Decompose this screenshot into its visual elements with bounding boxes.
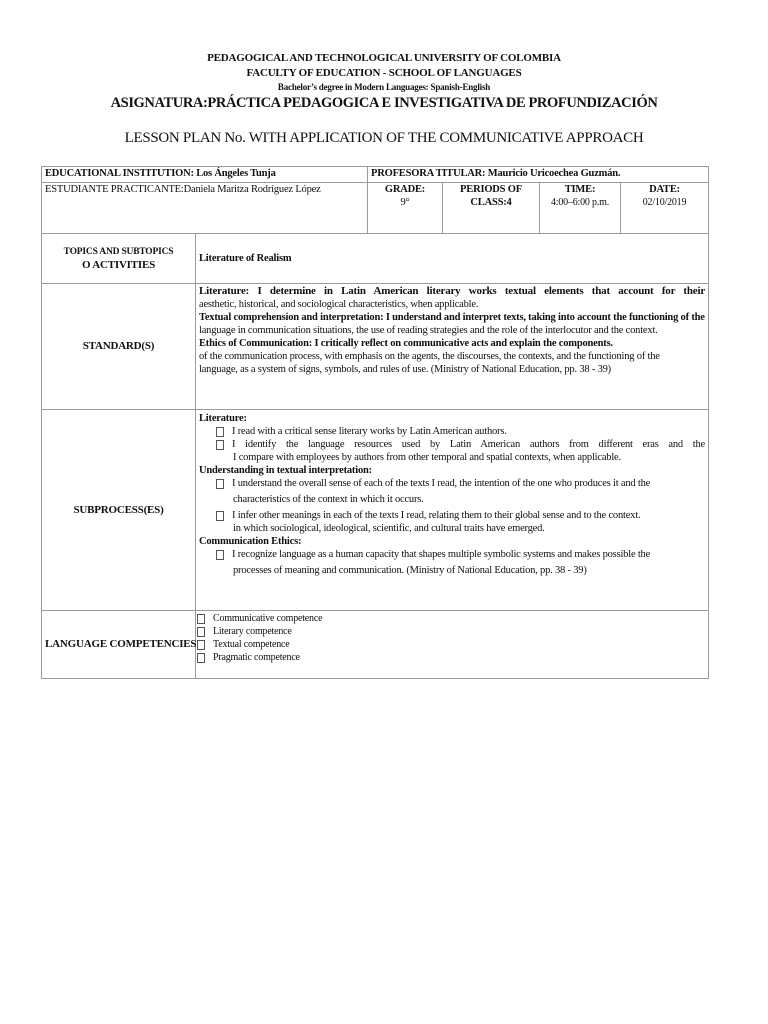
standard-textual-line: Textual comprehension and interpretation: I understand and interpret texts, taking into account the functioning of the <box>199 312 705 323</box>
competency-item <box>175 638 705 651</box>
student-row <box>42 183 709 234</box>
subprocess-text: I identify the language resources used by Latin American authors from different eras and the <box>232 439 706 450</box>
standard-ethics-cont-2: language, as a system of signs, symbols, and rules of use. (Ministry of National Education, pp. 38 - 39) <box>199 364 611 375</box>
standards-row <box>42 284 709 410</box>
teacher-cell <box>368 167 709 183</box>
lesson-plan-title: LESSON PLAN No. WITH APPLICATION OF THE COMMUNICATIVE APPROACH <box>124 130 644 146</box>
student-cell <box>42 183 368 234</box>
subject-title: ASIGNATURA:PRÁCTICA PEDAGOGICA E INVESTIGATIVA DE PROFUNDIZACIÓN <box>110 95 658 111</box>
competency-text: Pragmatic competence <box>213 652 300 663</box>
subprocess-text: I recognize language as a human capacity that shapes multiple symbolic systems and makes possible the <box>232 549 651 560</box>
subprocess-item <box>199 477 705 490</box>
date-value: 02/10/2019 <box>642 197 687 208</box>
grade-label: GRADE: <box>384 184 426 195</box>
competency-text: Literary competence <box>213 626 292 637</box>
standard-ethics-cont-1: of the communication process, with emphasis on the agents, the discourses, the contexts, and the functioning of the <box>199 351 660 362</box>
topics-value: Literature of Realism <box>199 253 292 264</box>
topics-label-line-2: O ACTIVITIES <box>81 258 156 271</box>
competency-item <box>175 651 705 664</box>
date-cell <box>621 183 709 234</box>
standard-textual-cont: language in communication situations, the use of reading strategies and the role of the interlocutor and the context. <box>199 325 658 336</box>
competencies-content-cell <box>196 611 709 679</box>
competencies-label: LANGUAGE COMPETENCIES <box>45 638 197 650</box>
institution-cell <box>42 167 368 183</box>
bullet-box-icon <box>197 653 205 663</box>
competencies-row <box>42 611 709 679</box>
standards-label-cell <box>42 284 196 410</box>
topics-label-line-1: TOPICS AND SUBTOPICS <box>63 246 174 257</box>
competency-item <box>175 625 705 638</box>
topics-row <box>42 234 709 284</box>
time-value: 4:00–6:00 p.m. <box>550 197 610 208</box>
competency-item <box>175 612 705 625</box>
teacher-value: Mauricio Uricoechea Guzmán. <box>487 168 621 179</box>
topics-value-cell <box>196 234 709 284</box>
subprocess-text: I read with a critical sense literary works by Latin American authors. <box>232 426 507 437</box>
bullet-box-icon <box>197 614 205 624</box>
periods-cell <box>443 183 540 234</box>
bullet-box-icon <box>216 511 224 521</box>
bullet-box-icon <box>197 627 205 637</box>
subprocess-text-cont: characteristics of the context in which it occurs. <box>233 494 424 505</box>
standards-content-cell <box>196 284 709 410</box>
time-label: TIME: <box>564 184 596 195</box>
ethics-heading: Communication Ethics: <box>199 536 302 547</box>
competency-text: Textual competence <box>213 639 290 650</box>
understanding-heading: Understanding in textual interpretation: <box>199 465 372 476</box>
subprocess-item <box>199 438 705 451</box>
date-label: DATE: <box>649 184 680 195</box>
bullet-box-icon <box>216 479 224 489</box>
subprocess-item <box>199 509 705 522</box>
subprocess-label: SUBPROCESS(ES) <box>73 503 164 516</box>
subprocess-content-cell <box>196 410 709 611</box>
periods-label: PERIODS OF <box>460 184 522 195</box>
competencies-label-cell <box>42 611 196 679</box>
subprocess-item <box>199 425 705 438</box>
teacher-label: PROFESORA TITULAR: <box>371 168 486 179</box>
subprocess-row <box>42 410 709 611</box>
subprocess-label-cell <box>42 410 196 611</box>
institution-label: EDUCATIONAL INSTITUTION: <box>45 168 194 179</box>
institution-value: Los Ángeles Tunja <box>196 168 276 179</box>
periods-value: CLASS:4 <box>470 197 512 208</box>
standards-label: STANDARD(S) <box>82 340 155 352</box>
grade-value: 9° <box>400 197 410 208</box>
bullet-box-icon <box>216 440 224 450</box>
student-value: Daniela Maritza Rodríguez López <box>183 184 321 195</box>
grade-cell <box>368 183 443 234</box>
standard-literature-cont: aesthetic, historical, and sociological characteristics, when applicable. <box>199 299 479 310</box>
standard-ethics-line: Ethics of Communication: I critically reflect on communicative acts and explain the components. <box>199 338 613 349</box>
bullet-box-icon <box>216 427 224 437</box>
literature-heading: Literature: <box>199 413 247 424</box>
subprocess-text-cont: in which sociological, ideological, scientific, and cultural traits have emerged. <box>233 523 545 534</box>
faculty-name: FACULTY OF EDUCATION - SCHOOL OF LANGUAGES <box>246 67 522 79</box>
competency-text: Communicative competence <box>213 613 323 624</box>
subprocess-text: I infer other meanings in each of the texts I read, relating them to their global sense and to the context. <box>232 510 641 521</box>
institution-row <box>42 167 709 183</box>
subprocess-text-cont: I compare with employees by authors from other temporal and spatial contexts, when applicable. <box>233 452 621 463</box>
subprocess-text-cont: processes of meaning and communication. (Ministry of National Education, pp. 38 - 39) <box>233 565 587 576</box>
topics-label-cell <box>42 234 196 284</box>
subprocess-item <box>199 548 705 561</box>
standard-literature-line: Literature: I determine in Latin American literary works textual elements that account for their <box>199 285 706 297</box>
student-label: ESTUDIANTE PRACTICANTE: <box>45 184 184 195</box>
bullet-box-icon <box>197 640 205 650</box>
degree-name: Bachelor’s degree in Modern Languages: Spanish-English <box>277 82 491 92</box>
time-cell <box>540 183 621 234</box>
university-name: PEDAGOGICAL AND TECHNOLOGICAL UNIVERSITY OF COLOMBIA <box>207 52 561 64</box>
subprocess-text: I understand the overall sense of each of the texts I read, the intention of the one who produces it and the <box>232 478 651 489</box>
bullet-box-icon <box>216 550 224 560</box>
lesson-plan-table <box>41 166 709 679</box>
